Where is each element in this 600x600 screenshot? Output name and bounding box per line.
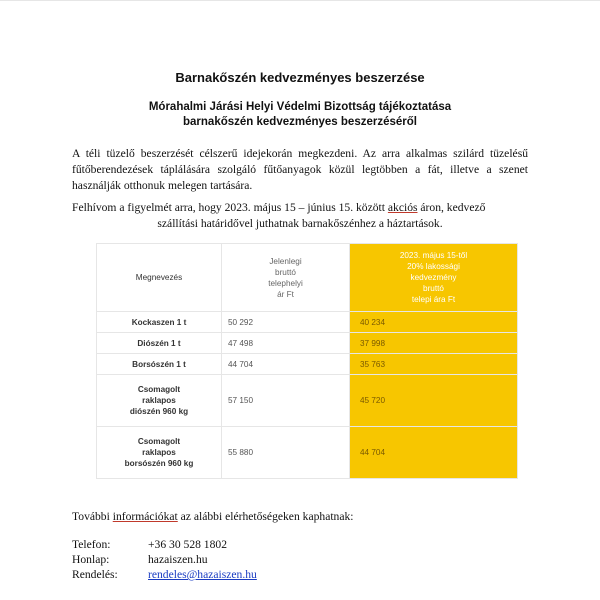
intro-line-1: A téli tüzelő beszerzését célszerű idejekorán megkezdeni. Az arra alkalmas szilárd tüzelésű <box>72 147 528 160</box>
row-name <box>97 333 222 354</box>
header-current-price <box>222 244 350 312</box>
row-name-line: borsószén 960 kg <box>124 459 194 468</box>
price-table <box>96 243 518 479</box>
header-discount-line: kedvezmény <box>410 273 457 282</box>
page-top-border <box>0 0 600 1</box>
phone-value: +36 30 528 1802 <box>148 538 227 551</box>
table-row <box>97 375 518 427</box>
subtitle-line-1: Mórahalmi Járási Helyi Védelmi Bizottság tájékoztatása <box>148 101 452 113</box>
header-current-line: ár Ft <box>277 289 294 299</box>
table-row <box>97 354 518 375</box>
row-name-line: Csomagolt <box>137 385 181 394</box>
header-discount-line: bruttó <box>423 284 444 293</box>
row-discount-price: 40 234 <box>350 312 518 333</box>
website-label: Honlap: <box>72 553 110 566</box>
row-name-line: Diószén 1 t <box>137 338 181 348</box>
intro-paragraph <box>72 146 528 194</box>
row-name-line: raklapos <box>142 448 176 457</box>
contact-intro-c: az alábbi elérhetőségeken kaphatnak: <box>177 510 354 523</box>
header-current-line: Jelenlegi <box>269 256 302 266</box>
offer-line-1 <box>72 200 528 216</box>
price-table-header <box>97 244 518 312</box>
intro-line-2: fűtőberendezések táplálására szolgáló fűtőanyagok közül legtöbben a fát, illetve a szenet <box>72 163 528 176</box>
row-current-price: 57 150 <box>222 375 350 427</box>
row-name-line: Csomagolt <box>137 437 181 446</box>
contact-intro-info: információkat <box>112 510 178 523</box>
header-discount-line: telepi ára Ft <box>411 295 456 304</box>
contact-intro-a: További <box>72 510 113 523</box>
row-name-line: diószén 960 kg <box>129 407 189 416</box>
website-value: hazaiszen.hu <box>148 553 208 566</box>
document-title: Barnakőszén kedvezményes beszerzése <box>175 70 425 85</box>
row-discount-price: 45 720 <box>350 375 518 427</box>
row-discount-price: 37 998 <box>350 333 518 354</box>
row-discount-price: 44 704 <box>350 427 518 479</box>
header-current-line: bruttó <box>275 267 296 277</box>
order-label: Rendelés: <box>72 568 118 581</box>
row-name-line: raklapos <box>142 396 176 405</box>
row-name-line: Kockaszen 1 t <box>131 317 187 327</box>
row-discount-price: 35 763 <box>350 354 518 375</box>
phone-label: Telefon: <box>72 538 111 551</box>
row-name-line: Borsószén 1 t <box>132 359 186 369</box>
offer-text-akcios: akciós <box>387 201 418 214</box>
header-current-line: telephelyi <box>268 278 303 288</box>
header-discount-line: 20% lakossági <box>407 262 460 271</box>
subtitle-line-2: barnakőszén kedvezményes beszerzéséről <box>183 116 417 128</box>
contact-intro <box>72 510 354 523</box>
offer-paragraph <box>72 200 528 232</box>
row-name <box>97 427 222 479</box>
row-current-price: 44 704 <box>222 354 350 375</box>
row-current-price: 55 880 <box>222 427 350 479</box>
table-row <box>97 333 518 354</box>
table-row <box>97 312 518 333</box>
table-row <box>97 427 518 479</box>
offer-line-2: szállítási határidővel juthatnak barnakőszénhez a háztartások. <box>157 217 443 230</box>
row-name <box>97 354 222 375</box>
row-name <box>97 375 222 427</box>
header-discount-line: 2023. május 15-től <box>399 251 468 260</box>
row-current-price: 50 292 <box>222 312 350 333</box>
row-current-price: 47 498 <box>222 333 350 354</box>
offer-text-a: Felhívom a figyelmét arra, hogy 2023. május 15 – június 15. között <box>72 201 388 214</box>
header-name: Megnevezés <box>97 244 222 312</box>
offer-text-c: áron, kedvező <box>417 201 486 214</box>
order-email-link[interactable]: rendeles@hazaiszen.hu <box>148 568 257 581</box>
header-discount-price <box>350 244 518 312</box>
row-name <box>97 312 222 333</box>
intro-line-3: használják otthonuk melegen tartására. <box>72 179 253 192</box>
